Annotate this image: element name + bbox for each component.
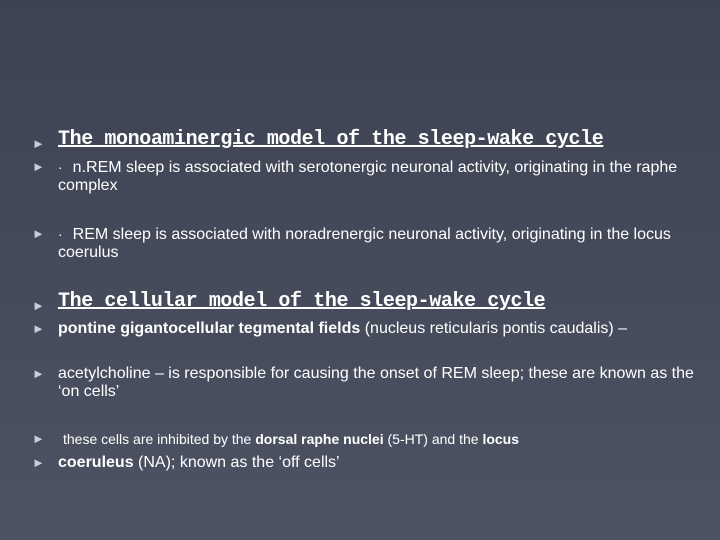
text-acetylcholine: acetylcholine – is responsible for causing the onset of REM sleep; these are known as the ‘on cells’ [58,365,694,400]
bullet-icon: ► [32,159,45,174]
text-locus: locus [482,431,520,447]
text-nrem-body: n.REM sleep is associated with serotonergic neuronal activity, originating in the raphe complex [58,159,678,194]
text-pontine-rest: (nucleus reticularis pontis caudalis) – [360,320,628,337]
text-rem [58,225,704,262]
bullet-icon: ► [32,455,45,470]
text-pontine [58,320,704,338]
text-rem-body: REM sleep is associated with noradrenergic neuronal activity, originating in the locus coerulus [58,226,671,261]
heading-cellular-model: The cellular model of the sleep-wake cycle [58,290,546,313]
bullet-icon: ► [32,321,45,336]
text-dorsal-raphe: dorsal raphe nuclei [255,431,384,447]
dot-icon: · [58,159,63,175]
bullet-icon: ► [32,226,45,241]
text-coeruleus [58,454,704,472]
text-pontine-bold: pontine gigantocellular tegmental fields [58,320,361,337]
dot-icon: · [58,226,63,242]
text-inhibited [63,430,704,448]
text-coeruleus-rest: (NA); known as the ‘off cells’ [133,454,340,471]
text-coeruleus-bold: coeruleus [58,454,134,471]
bullet-icon: ► [32,136,45,151]
text-inhibited-a: these cells are inhibited by the [63,431,256,447]
bullet-icon: ► [32,431,45,446]
text-nrem [58,158,704,195]
bullet-icon: ► [32,298,45,313]
heading-monoaminergic-model: The monoaminergic model of the sleep-wake cycle [58,128,604,151]
bullet-icon: ► [32,366,45,381]
text-inhibited-b: (5-HT) and the [383,431,483,447]
